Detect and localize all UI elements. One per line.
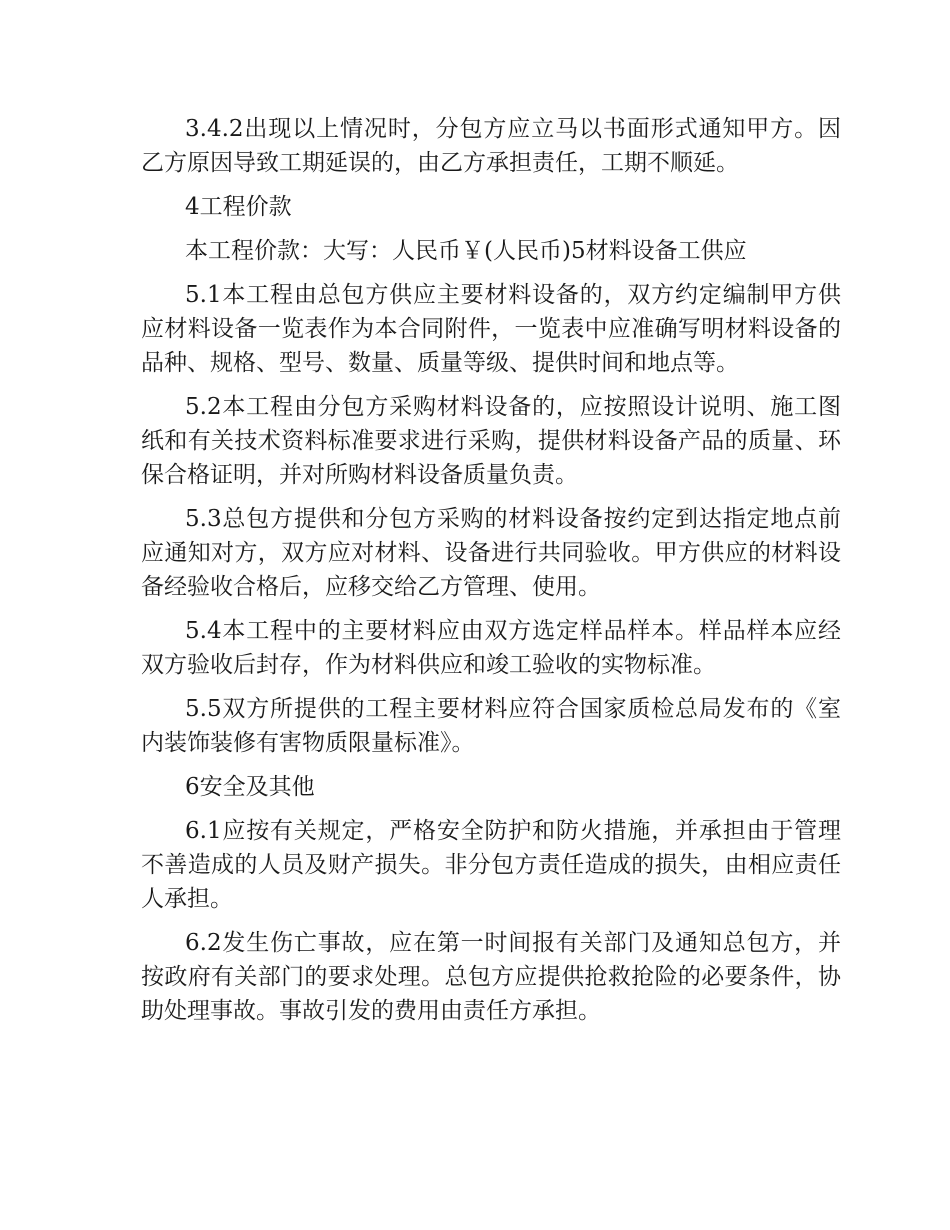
paragraph-5-1: 5.1本工程由总包方供应主要材料设备的，双方约定编制甲方供应材料设备一览表作为本合同附件，一览表中应准确写明材料设备的品种、规格、型号、数量、质量等级、提供时间和地点等。 [141, 282, 841, 376]
paragraph-price: 本工程价款：大写：人民币￥(人民币)5材料设备工供应 [185, 238, 747, 264]
section-heading-6: 6安全及其他 [185, 774, 315, 800]
paragraph-5-2: 5.2本工程由分包方采购材料设备的，应按照设计说明、施工图纸和有关技术资料标准要求进行采购，提供材料设备产品的质量、环保合格证明，并对所购材料设备质量负责。 [141, 394, 841, 488]
paragraph-5-5: 5.5双方所提供的工程主要材料应符合国家质检总局发布的《室内装饰装修有害物质限量标准》。 [141, 696, 841, 756]
paragraph-6-2: 6.2发生伤亡事故，应在第一时间报有关部门及通知总包方，并按政府有关部门的要求处理。总包方应提供抢救抢险的必要条件，协助处理事故。事故引发的费用由责任方承担。 [141, 930, 841, 1024]
paragraph-5-3: 5.3总包方提供和分包方采购的材料设备按约定到达指定地点前应通知对方，双方应对材料、设备进行共同验收。甲方供应的材料设备经验收合格后，应移交给乙方管理、使用。 [141, 506, 841, 600]
document-body [141, 112, 841, 1038]
section-heading-4: 4工程价款 [185, 194, 292, 220]
paragraph-3-4-2: 3.4.2出现以上情况时，分包方应立马以书面形式通知甲方。因乙方原因导致工期延误的，由乙方承担责任，工期不顺延。 [141, 116, 841, 176]
paragraph-5-4: 5.4本工程中的主要材料应由双方选定样品样本。样品样本应经双方验收后封存，作为材料供应和竣工验收的实物标准。 [141, 618, 841, 678]
paragraph-6-1: 6.1应按有关规定，严格安全防护和防火措施，并承担由于管理不善造成的人员及财产损失。非分包方责任造成的损失，由相应责任人承担。 [141, 818, 841, 912]
